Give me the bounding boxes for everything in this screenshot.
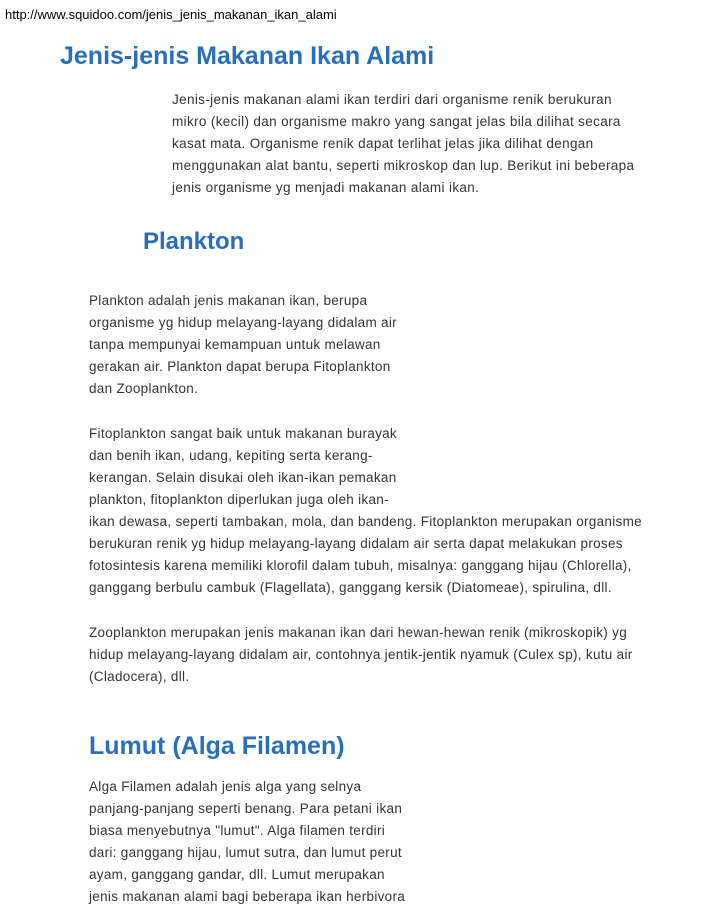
- plankton-paragraph-fitoplankton: [89, 423, 642, 599]
- section-heading-lumut: Lumut (Alga Filamen): [89, 732, 345, 760]
- text-line: Fitoplankton sangat baik untuk makanan burayak: [89, 426, 397, 441]
- text-line: gerakan air. Plankton dapat berupa Fitoplankton: [89, 359, 391, 374]
- text-line: ayam, ganggang gandar, dll. Lumut merupakan: [89, 867, 385, 882]
- text-line: kerangan. Selain disukai oleh ikan-ikan pemakan: [89, 470, 397, 485]
- text-line: plankton, fitoplankton diperlukan juga oleh ikan-: [89, 492, 389, 507]
- intro-line: mikro (kecil) dan organisme makro yang sangat jelas bila dilihat secara: [172, 114, 621, 129]
- lumut-paragraph: [89, 776, 405, 908]
- text-line: hidup melayang-layang didalam air, contohnya jentik-jentik nyamuk (Culex sp), kutu air: [89, 647, 633, 662]
- intro-line: jenis organisme yg menjadi makanan alami ikan.: [172, 180, 480, 195]
- text-line: Zooplankton merupakan jenis makanan ikan dari hewan-hewan renik (mikroskopik) yg: [89, 625, 628, 640]
- text-line: biasa menyebutnya "lumut". Alga filamen terdiri: [89, 823, 386, 838]
- intro-line: menggunakan alat bantu, seperti mikroskop dan lup. Berikut ini beberapa: [172, 158, 635, 173]
- source-url[interactable]: http://www.squidoo.com/jenis_jenis_makanan_ikan_alami: [5, 7, 337, 22]
- text-line: fotosintesis karena memiliki klorofil dalam tubuh, misalnya: ganggang hijau (Chlorella),: [89, 558, 632, 573]
- text-line: dan benih ikan, udang, kepiting serta kerang-: [89, 448, 373, 463]
- text-line: Plankton adalah jenis makanan ikan, berupa: [89, 293, 368, 308]
- intro-line: Jenis-jenis makanan alami ikan terdiri dari organisme renik berukuran: [172, 92, 612, 107]
- plankton-paragraph-definition: [89, 290, 397, 400]
- section-heading-plankton: Plankton: [143, 228, 245, 255]
- text-line: ganggang berbulu cambuk (Flagellata), ganggang kersik (Diatomeae), spirulina, dll.: [89, 580, 612, 595]
- text-line: jenis makanan alami bagi beberapa ikan herbivora: [89, 889, 406, 904]
- text-line: dari: ganggang hijau, lumut sutra, dan lumut perut: [89, 845, 402, 860]
- text-line: ikan dewasa, seperti tambakan, mola, dan bandeng. Fitoplankton merupakan organisme: [89, 514, 642, 529]
- text-line: tanpa mempunyai kemampuan untuk melawan: [89, 337, 381, 352]
- intro-paragraph: [172, 89, 712, 199]
- text-line: berukuran renik yg hidup melayang-layang didalam air serta dapat melakukan proses: [89, 536, 623, 551]
- plankton-paragraph-zooplankton: [89, 622, 633, 688]
- text-line: Alga Filamen adalah jenis alga yang selnya: [89, 779, 362, 794]
- page-title: Jenis-jenis Makanan Ikan Alami: [60, 42, 435, 70]
- intro-line: kasat mata. Organisme renik dapat terlihat jelas jika dilihat dengan: [172, 136, 594, 151]
- text-line: dan Zooplankton.: [89, 381, 199, 396]
- text-line: organisme yg hidup melayang-layang didalam air: [89, 315, 397, 330]
- text-line: (Cladocera), dll.: [89, 669, 190, 684]
- text-line: panjang-panjang seperti benang. Para petani ikan: [89, 801, 403, 816]
